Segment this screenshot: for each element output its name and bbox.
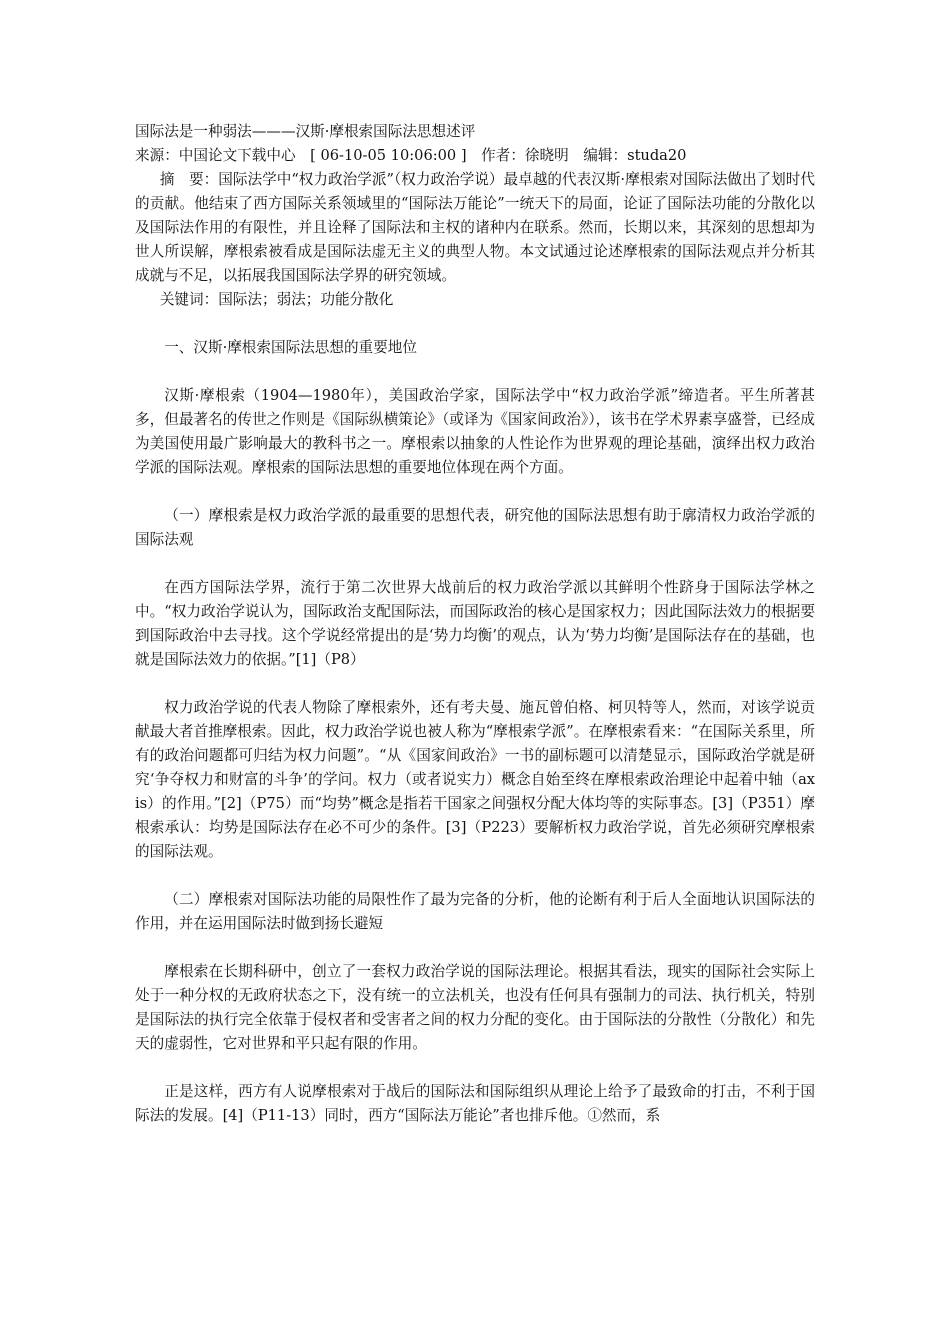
document-page <box>135 120 815 1128</box>
spacer <box>135 480 815 504</box>
body-paragraph: 正是这样，西方有人说摩根索对于战后的国际法和国际组织从理论上给予了最致命的打击，不利于国际法的发展。[4]（P11-13）同时，西方“国际法万能论”者也排斥他。①然而，系 <box>135 1083 815 1124</box>
body-paragraph: 在西方国际法学界，流行于第二次世界大战前后的权力政治学派以其鲜明个性跻身于国际法学林之中。“权力政治学说认为，国际政治支配国际法，而国际政治的核心是国家权力；因此国际法效力的根据要到国际政治中去寻找。这个学说经常提出的是‘势力均衡’的观点，认为‘势力均衡’是国际法存在的基础，也就是国际法效力的依据。”[1]（P8） <box>135 579 815 668</box>
spacer <box>135 864 815 888</box>
article-title: 国际法是一种弱法———汉斯·摩根索国际法思想述评 <box>135 123 476 140</box>
section-heading: 一、汉斯·摩根索国际法思想的重要地位 <box>164 339 417 356</box>
spacer <box>135 672 815 696</box>
abstract-paragraph: 摘 要：国际法学中“权力政治学派”（权力政治学说）最卓越的代表汉斯·摩根索对国际法做出了划时代的贡献。他结束了西方国际关系领域里的“国际法万能论”一统天下的局面，论证了国际法功能的分散化以及国际法作用的有限性，并且诠释了国际法和主权的诸种内在联系。然而，长期以来，其深刻的思想却为世人所误解，摩根索被看成是国际法虚无主义的典型人物。本文试通过论述摩根索的国际法观点并分析其成就与不足，以拓展我国国际法学界的研究领域。 <box>135 171 815 284</box>
body-paragraph: 摩根索在长期科研中，创立了一套权力政治学说的国际法理论。根据其看法，现实的国际社会实际上处于一种分权的无政府状态之下，没有统一的立法机关，也没有任何具有强制力的司法、执行机关，特别是国际法的执行完全依靠于侵权者和受害者之间的权力分配的变化。由于国际法的分散性（分散化）和先天的虚弱性，它对世界和平只起有限的作用。 <box>135 963 815 1052</box>
article-meta: 来源：中国论文下载中心 [ 06-10-05 10:06:00 ] 作者：徐晓明 编辑：studa20 <box>135 147 687 164</box>
spacer <box>135 552 815 576</box>
subsection-heading: （二）摩根索对国际法功能的局限性作了最为完备的分析，他的论断有利于后人全面地认识国际法的作用，并在运用国际法时做到扬长避短 <box>135 891 815 932</box>
spacer <box>135 936 815 960</box>
body-paragraph: 权力政治学说的代表人物除了摩根索外，还有考夫曼、施瓦曾伯格、柯贝特等人，然而，对该学说贡献最大者首推摩根索。因此，权力政治学说也被人称为“摩根索学派”。在摩根索看来：“在国际关系里，所有的政治问题都可归结为权力问题”。“从《国家间政治》一书的副标题可以清楚显示，国际政治学就是研究‘争夺权力和财富的斗争’的学问。权力（或者说实力）概念自始至终在摩根索政治理论中起着中轴（ax is）的作用。”[2]（P75）而“均势”概念是指若干国家之间强权分配大体均等的实际事态。[3]（P351）摩根索承认：均势是国际法存在必不可少的条件。[3]（P223）要解析权力政治学说，首先必须研究摩根索的国际法观。 <box>135 699 815 860</box>
spacer <box>135 360 815 384</box>
body-paragraph: 汉斯·摩根索（1904—1980年），美国政治学家，国际法学中“权力政治学派”缔造者。平生所著甚多，但最著名的传世之作则是《国际纵横策论》（或译为《国家间政治》），该书在学术界素享盛誉，已经成为美国使用最广影响最大的教科书之一。摩根索以抽象的人性论作为世界观的理论基础，演绎出权力政治学派的国际法观。摩根索的国际法思想的重要地位体现在两个方面。 <box>135 387 815 476</box>
keywords-line: 关键词：国际法；弱法；功能分散化 <box>159 291 394 308</box>
spacer <box>135 1056 815 1080</box>
spacer <box>135 312 815 336</box>
subsection-heading: （一）摩根索是权力政治学派的最重要的思想代表，研究他的国际法思想有助于廓清权力政治学派的国际法观 <box>135 507 815 548</box>
